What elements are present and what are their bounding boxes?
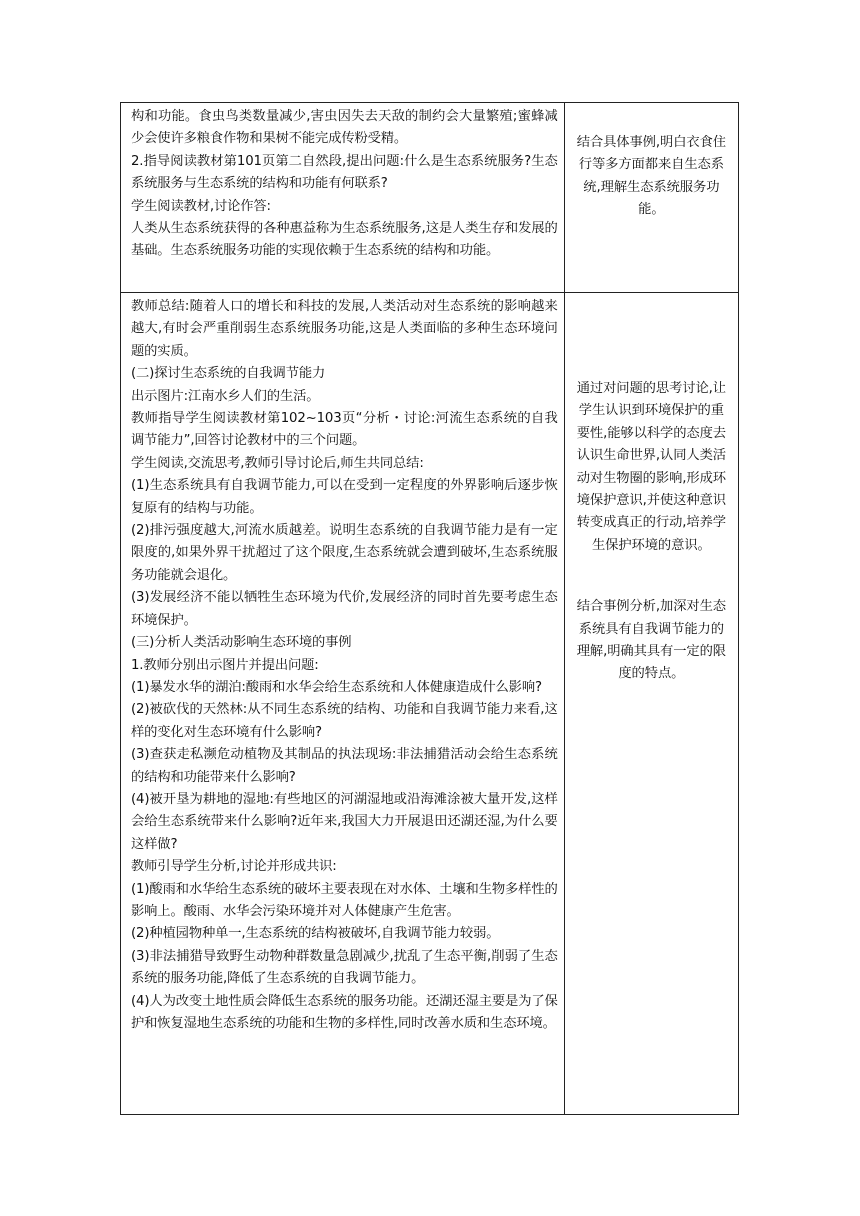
paragraph: 教师总结:随着人口的增长和科技的发展,人类活动对生态系统的影响越来越大,有时会严重削弱生态系统服务功能,这是人类面临的多种生态环境问题的实质。 bbox=[131, 299, 558, 359]
lesson-plan-table bbox=[120, 102, 739, 1115]
teaching-process-cell bbox=[121, 103, 565, 293]
teaching-process-cell bbox=[121, 293, 565, 1115]
paragraph: (1)暴发水华的湖泊:酸雨和水华会给生态系统和人体健康造成什么影响? bbox=[131, 679, 542, 695]
paragraph: 1.教师分别出示图片并提出问题: bbox=[131, 657, 319, 673]
paragraph: (3)发展经济不能以牺牲生态环境为代价,发展经济的同时首先要考虑生态环境保护。 bbox=[131, 590, 558, 628]
paragraph: (3)非法捕猎导致野生动物种群数量急剧减少,扰乱了生态平衡,削弱了生态系统的服务功能,降低了生态系统的自我调节能力。 bbox=[131, 948, 558, 987]
paragraph: (1)酸雨和水华给生态系统的破坏主要表现在对水体、土壤和生物多样性的影响上。酸雨、水华会污染环境并对人体健康产生危害。 bbox=[131, 881, 558, 919]
paragraph: (2)种植园物种单一,生态系统的结构被破坏,自我调节能力较弱。 bbox=[131, 926, 500, 942]
design-intent-text: 结合具体事例,明白衣食住行等多方面都来自生态系统,理解生态系统服务功能。 bbox=[576, 135, 726, 218]
paragraph: (1)生态系统具有自我调节能力,可以在受到一定程度的外界影响后逐步恢复原有的结构与功能。 bbox=[131, 478, 558, 516]
design-intent-cell bbox=[564, 293, 738, 1115]
design-intent-text: 通过对问题的思考讨论,让学生认识到环境保护的重要性,能够以科学的态度去认识生命世界,认同人类活动对生物圈的影响,形成环境保护意识,并使这种意识转变成真正的行动,培养学生保护环境的意识。 bbox=[576, 381, 726, 553]
design-intent-cell bbox=[564, 103, 738, 293]
paragraph: (2)被砍伐的天然林:从不同生态系统的结构、功能和自我调节能力来看,这样的变化对生态环境有什么影响? bbox=[131, 702, 558, 740]
paragraph: 出示图片:江南水乡人们的生活。 bbox=[131, 388, 320, 404]
table-row bbox=[121, 103, 739, 293]
paragraph: (4)被开垦为耕地的湿地:有些地区的河湖湿地或沿海滩涂被大量开发,这样会给生态系统带来什么影响?近年来,我国大力开展退田还湖还湿,为什么要这样做? bbox=[131, 791, 558, 852]
paragraph: 教师引导学生分析,讨论并形成共识: bbox=[131, 859, 337, 875]
paragraph: 人类从生态系统获得的各种惠益称为生态系统服务,这是人类生存和发展的基础。生态系统服务功能的实现依赖于生态系统的结构和功能。 bbox=[131, 221, 558, 259]
section-heading: (二)探讨生态系统的自我调节能力 bbox=[131, 366, 326, 382]
paragraph: (4)人为改变土地性质会降低生态系统的服务功能。还湖还湿主要是为了保护和恢复湿地生态系统的功能和生物的多样性,同时改善水质和生态环境。 bbox=[131, 993, 558, 1031]
table-row bbox=[121, 293, 739, 1115]
paragraph: 2.指导阅读教材第101页第二自然段,提出问题:什么是生态系统服务?生态系统服务与生态系统的结构和功能有何联系? bbox=[131, 153, 558, 192]
design-intent-text: 结合事例分析,加深对生态系统具有自我调节能力的理解,明确其具有一定的限度的特点。 bbox=[576, 599, 726, 682]
paragraph: (3)查获走私濒危动植物及其制品的执法现场:非法捕猎活动会给生态系统的结构和功能带来什么影响? bbox=[131, 747, 558, 785]
paragraph: 构和功能。食虫鸟类数量减少,害虫因失去天敌的制约会大量繁殖;蜜蜂减少会使许多粮食作物和果树不能完成传粉受精。 bbox=[131, 109, 558, 147]
paragraph: 学生阅读教材,讨论作答: bbox=[131, 198, 271, 214]
section-heading: (三)分析人类活动影响生态环境的事例 bbox=[131, 635, 352, 651]
paragraph: 教师指导学生阅读教材第102~103页“分析・讨论:河流生态系统的自我调节能力”,回答讨论教材中的三个问题。 bbox=[131, 411, 558, 449]
paragraph: (2)排污强度越大,河流水质越差。说明生态系统的自我调节能力是有一定限度的,如果外界干扰超过了这个限度,生态系统就会遭到破坏,生态系统服务功能就会退化。 bbox=[131, 523, 558, 583]
paragraph: 学生阅读,交流思考,教师引导讨论后,师生共同总结: bbox=[131, 455, 424, 471]
